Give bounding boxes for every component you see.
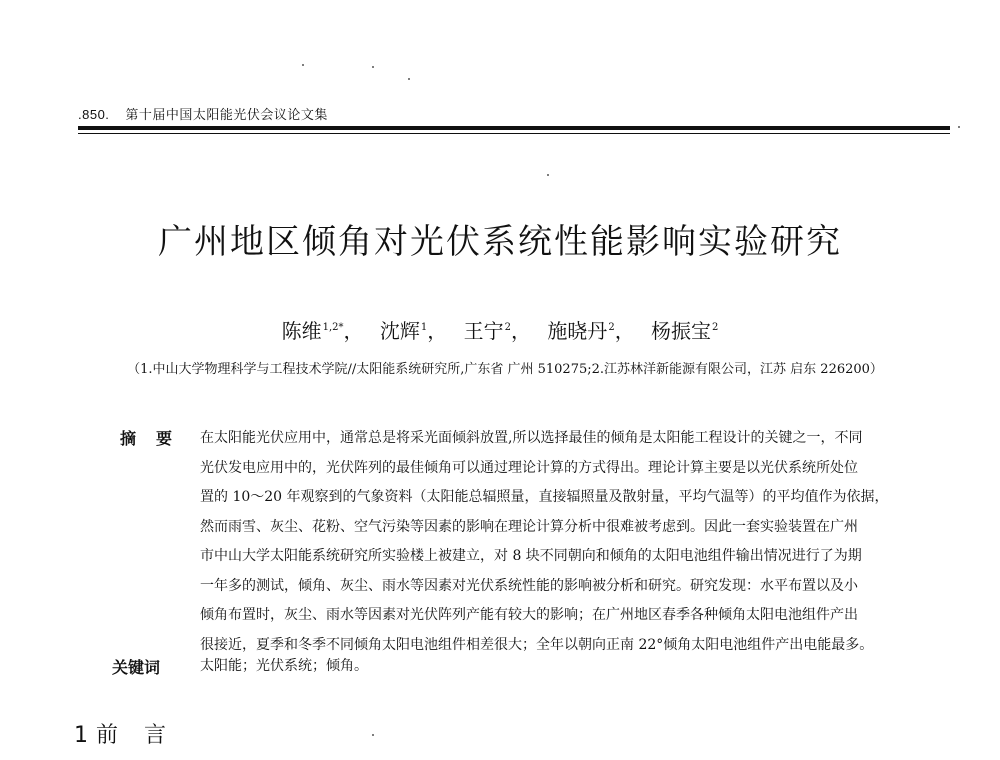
author-separator: ， xyxy=(343,319,364,343)
abstract-label: 摘要 xyxy=(120,429,193,448)
abstract-line: 倾角布置时，灰尘、雨水等因素对光伏阵列产能有较大的影响；在广州地区春季各种倾角太阳电池组件产出 xyxy=(200,607,858,623)
header-page-number: .850. xyxy=(78,107,110,122)
header-proceedings-title: 第十届中国太阳能光伏会议论文集 xyxy=(125,108,328,123)
author: 沈辉$^1$ xyxy=(379,319,428,343)
header-rule-thin xyxy=(78,133,950,134)
abstract-line: 一年多的测试，倾角、灰尘、雨水等因素对光伏系统性能的影响被分析和研究。研究发现：水平布置以及小 xyxy=(200,577,858,594)
paper-title: 广州地区倾角对光伏系统性能影响实验研究 xyxy=(158,222,842,262)
author-separator: ， xyxy=(614,319,635,343)
author: 陈维$^{1,2*}$ xyxy=(281,319,344,343)
section-heading xyxy=(74,718,192,749)
author: 杨振宝$^2$ xyxy=(651,319,719,343)
scan-speck xyxy=(372,66,374,68)
abstract-line: 然而雨雪、灰尘、花粉、空气污染等因素的影响在理论计算分析中很难被考虑到。因此一套实验装置在广州 xyxy=(200,518,858,535)
scan-speck xyxy=(547,174,549,176)
author-list xyxy=(0,315,1000,344)
abstract-line: 很接近，夏季和冬季不同倾角太阳电池组件相差很大；全年以朝向正南 22°倾角太阳电池组件产出电能最多。 xyxy=(200,636,874,653)
abstract-line: 置的 10～20 年观察到的气象资料（太阳能总辐照量，直接辐照量及散射量，平均气温等）的平均值作为依据， xyxy=(200,489,889,505)
keywords-label: 关键词 xyxy=(112,658,161,677)
abstract-line: 市中山大学太阳能系统研究所实验楼上被建立，对 8 块不同朝向和倾角的太阳电池组件输出情况进行了为期 xyxy=(200,548,862,564)
author: 施晓丹$^2$ xyxy=(547,319,615,343)
affiliations: （1.中山大学物理科学与工程技术学院//太阳能系统研究所,广东省 广州 510275;2.江苏林洋新能源有限公司，江苏 启东 226200） xyxy=(127,362,883,377)
scan-speck xyxy=(408,78,410,80)
section-number: 1 xyxy=(74,723,88,748)
keywords-text: 太阳能；光伏系统；倾角。 xyxy=(200,658,368,674)
author-separator: ， xyxy=(427,319,448,343)
abstract-body xyxy=(200,424,940,660)
scan-speck xyxy=(958,126,960,128)
scan-speck xyxy=(372,734,374,736)
section-title: 前言 xyxy=(96,723,193,748)
abstract-line: 在太阳能光伏应用中，通常总是将采光面倾斜放置,所以选择最佳的倾角是太阳能工程设计的关键之一，不同 xyxy=(200,430,863,446)
scan-speck xyxy=(302,64,304,66)
header-rule-thick xyxy=(78,126,950,130)
abstract-line: 光伏发电应用中的，光伏阵列的最佳倾角可以通过理论计算的方式得出。理论计算主要是以光伏系统所处位 xyxy=(200,459,858,476)
author-separator: ， xyxy=(510,319,531,343)
author: 王宁$^2$ xyxy=(463,319,511,343)
running-header xyxy=(78,104,938,123)
